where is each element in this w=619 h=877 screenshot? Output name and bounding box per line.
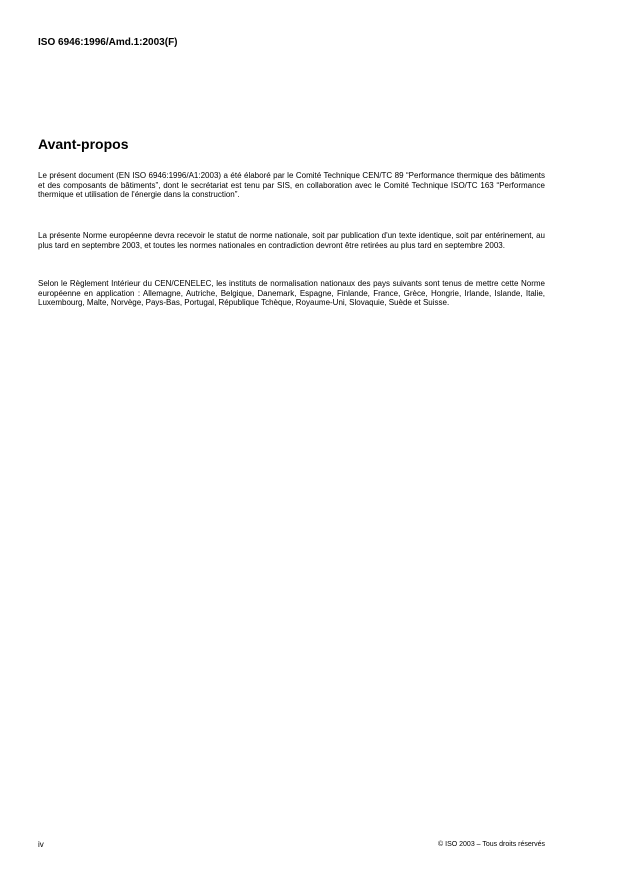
paragraph-preparation: Le présent document (EN ISO 6946:1996/A1:2003) a été élaboré par le Comité Technique CEN/TC 89 “Performance thermique des bâtiments et des composants de bâtiments”, dont le secrétariat est tenu par SIS, en collaboration avec le Comité Technique ISO/TC 163 “Performance thermique et utilisation de l'énergie dans la construction”. xyxy=(38,171,545,200)
paragraph-national-status: La présente Norme européenne devra recevoir le statut de norme nationale, soit par publication d'un texte identique, soit par entérinement, au plus tard en septembre 2003, et toutes les normes nationales en contradiction devront être retirées au plus tard en septembre 2003. xyxy=(38,231,545,250)
paragraph-implementing-countries: Selon le Règlement Intérieur du CEN/CENELEC, les instituts de normalisation nationaux des pays suivants sont tenus de mettre cette Norme européenne en application : Allemagne, Autriche, Belgique, Danemark, Espagne, Finlande, France, Grèce, Hongrie, Irlande, Islande, Italie, Luxembourg, Malte, Norvège, Pays-Bas, Portugal, République Tchèque, Royaume-Uni, Slovaquie, Suède et Suisse. xyxy=(38,279,545,308)
copyright-notice: © ISO 2003 – Tous droits réservés xyxy=(438,841,545,848)
page-number: iv xyxy=(38,840,44,849)
section-title: Avant-propos xyxy=(38,136,129,152)
document-reference: ISO 6946:1996/Amd.1:2003(F) xyxy=(38,37,178,48)
